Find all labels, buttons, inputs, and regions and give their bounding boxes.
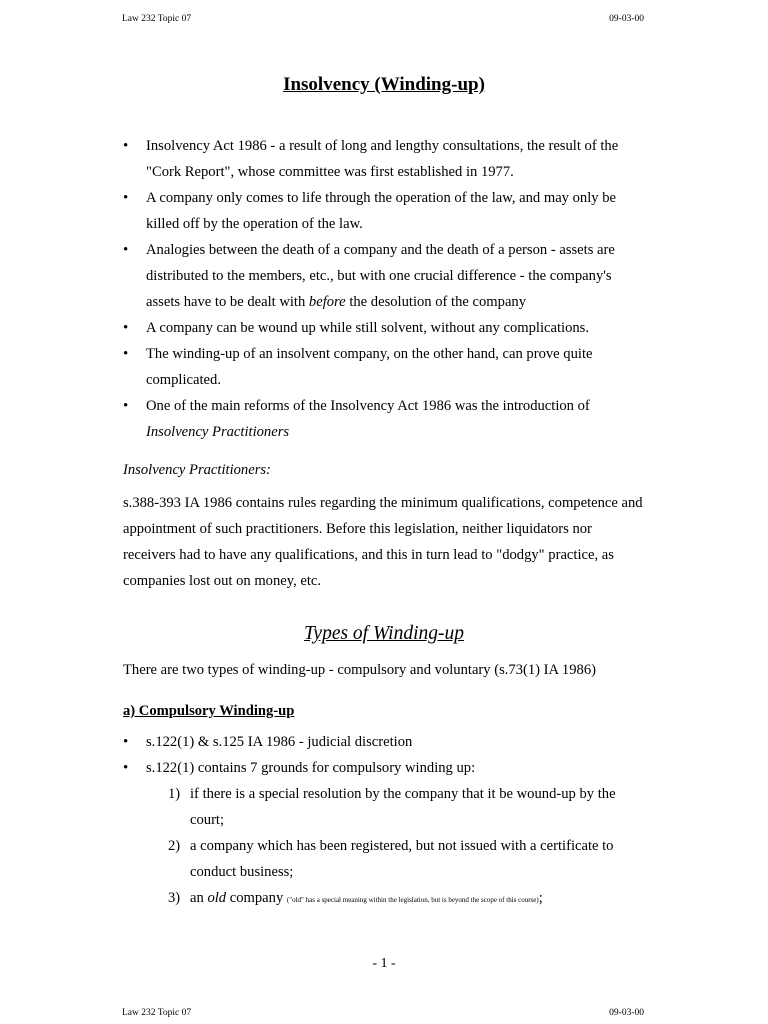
list-item: 2) a company which has been registered, but not issued with a certificate to conduct business; [168,838,614,880]
types-intro: There are two types of winding-up - compulsory and voluntary (s.73(1) IA 1986) [123,662,596,678]
list-item: 1) if there is a special resolution by the company that it be wound-up by the court; [168,786,616,828]
list-item: • One of the main reforms of the Insolvency Act 1986 was the introduction of Insolvency Practitioners [123,393,648,445]
page-footer [122,1008,644,1018]
page-number: - 1 - [372,956,396,971]
compulsory-heading: a) Compulsory Winding-up [123,703,295,719]
document-title: Insolvency (Winding-up) [283,74,485,95]
types-title: Types of Winding-up [304,623,464,644]
grounds-list [168,781,644,913]
list-item: • s.122(1) contains 7 grounds for compulsory winding up: [123,755,648,781]
practitioners-heading: Insolvency Practitioners: [123,462,271,478]
practitioners-paragraph: s.388-393 IA 1986 contains rules regarding the minimum qualifications, competence and appointment of such practitioners. Before this legislation, neither liquidators nor receivers had to have any qualifications, and this in turn lead to "dodgy" practice, as companies lost out on money, etc. [123,495,643,589]
intro-bullet-list [123,133,648,445]
header-date: 09-03-00 [609,14,644,24]
list-item: • Analogies between the death of a company and the death of a person - assets are distributed to the members, etc., but with one crucial difference - the company's assets have to be dealt with before the desolution of the company [123,237,648,315]
header-course: Law 232 Topic 07 [122,14,192,24]
list-item: • A company only comes to life through the operation of the law, and may only be killed off by the operation of the law. [123,185,648,237]
footer-course: Law 232 Topic 07 [122,1008,192,1018]
list-item: • s.122(1) & s.125 IA 1986 - judicial discretion [123,729,648,755]
list-item: 3) an old company ("old" has a special meaning within the legislation, but is beyond the scope of this course); [168,890,543,906]
list-item: • The winding-up of an insolvent company, on the other hand, can prove quite complicated. [123,341,648,393]
list-item: • A company can be wound up while still solvent, without any complications. [123,315,648,341]
page-header [122,14,644,24]
compulsory-bullet-list [123,729,648,781]
footer-date: 09-03-00 [609,1008,644,1018]
footnote-text: ("old" has a special meaning within the legislation, but is beyond the scope of this course) [286,896,539,904]
list-item: • Insolvency Act 1986 - a result of long and lengthy consultations, the result of the "Cork Report", whose committee was first established in 1977. [123,133,648,185]
